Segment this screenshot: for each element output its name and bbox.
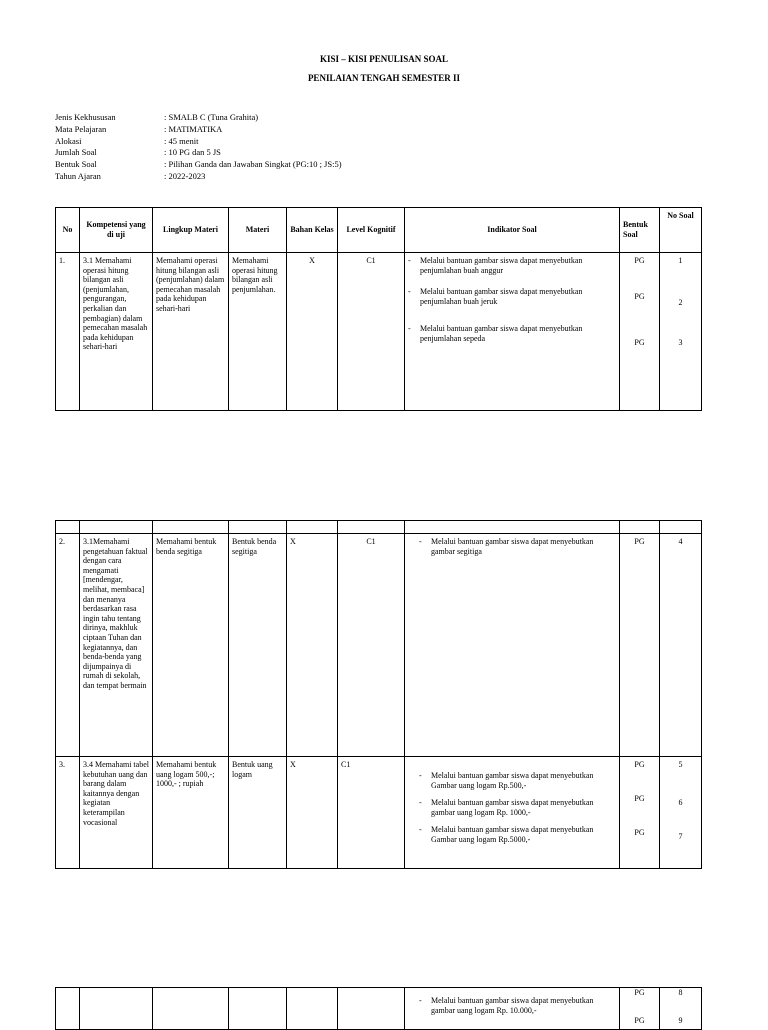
header-lingkup: Lingkup Materi — [153, 208, 229, 253]
row-no: 1. — [56, 253, 80, 411]
kisi-table-2 — [55, 520, 702, 869]
document-title: KISI – KISI PENULISAN SOAL — [319, 54, 449, 64]
header-bentuk: Bentuk Soal — [620, 208, 660, 253]
info-row-jumlah — [55, 147, 342, 159]
row-kompetensi: 3.1Memahami pengetahuan faktual dengan cara mengamati [mendengar, melihat, membaca] dan menanya berdasarkan rasa ingin tahu tentang dirinya, makhluk ciptaan Tuhan dan kegiatannya, dan benda-benda yang dijumpainya di rumah di sekolah, dan tempat bermain — [80, 534, 153, 757]
row-no: 3. — [56, 757, 80, 869]
info-label: Jumlah Soal — [55, 147, 97, 158]
info-value: : 45 menit — [164, 135, 199, 146]
table-row — [56, 988, 702, 1030]
info-label: Mata Pelajaran — [55, 123, 107, 134]
info-block — [55, 112, 342, 183]
header-level: Level Kognitif — [338, 208, 405, 253]
info-row-mapel — [55, 124, 342, 136]
header-bahan: Bahan Kelas — [287, 208, 338, 253]
row-kompetensi: 3.1 Memahami operasi hitung bilangan asli (penjumlahan, pengurangan, perkalian dan pembagian) dalam pemecahan masalah pada kehidupan sehari-hari — [80, 253, 153, 411]
info-row-tahun — [55, 171, 342, 183]
header-indikator: Indikator Soal — [405, 208, 620, 253]
document-subtitle: PENILAIAN TENGAH SEMESTER II — [307, 73, 461, 83]
info-label: Alokasi — [55, 135, 82, 146]
header-materi: Materi — [229, 208, 287, 253]
indicator-item: - Melalui bantuan gambar siswa dapat menyebutkan penjumlahan sepeda — [408, 324, 583, 343]
row-no-soal: 4 — [660, 534, 702, 757]
table-row — [56, 534, 702, 757]
indicator-item: - Melalui bantuan gambar siswa dapat menyebutkan gambar uang logam Rp. 10.000,- — [419, 996, 594, 1015]
info-label: Bentuk Soal — [55, 159, 97, 170]
row-bahan: X — [287, 253, 338, 411]
row-kompetensi: 3.4 Memahami tabel kebutuhan uang dan barang dalam kaitannya dengan kegiatan keterampilan vocasional — [80, 757, 153, 869]
row-materi: Memahami operasi hitung bilangan asli penjumlahan. — [229, 253, 287, 411]
info-value: : MATIMATIKA — [164, 123, 223, 134]
row-level: C1 — [338, 757, 405, 869]
kisi-table-3 — [55, 987, 702, 1030]
header-no: No — [56, 208, 80, 253]
row-level: C1 — [338, 253, 405, 411]
header-kompetensi: Kompetensi yang di uji — [80, 208, 153, 253]
row-bahan: X — [287, 534, 338, 757]
row-materi: Bentuk uang logam — [229, 757, 287, 869]
row-no-soal: 1 2 3 — [660, 253, 702, 411]
header-no-soal: No Soal — [660, 208, 702, 253]
row-no-soal: 5 6 7 — [660, 757, 702, 869]
row-no-soal: 8 9 — [660, 988, 702, 1030]
indicator-item: - Melalui bantuan gambar siswa dapat menyebutkan penjumlahan buah anggur — [408, 256, 583, 275]
info-value: : 2022-2023 — [164, 170, 206, 181]
indicator-item: - Melalui bantuan gambar siswa dapat menyebutkan gambar segitiga — [419, 537, 594, 556]
row-materi: Bentuk benda segitiga — [229, 534, 287, 757]
row-indikator — [405, 253, 620, 411]
info-row-bentuk — [55, 159, 342, 171]
row-bentuk: PG PG PG — [620, 253, 660, 411]
row-lingkup: Memahami bentuk benda segitiga — [153, 534, 229, 757]
table-header-row-empty — [56, 521, 702, 534]
row-indikator — [405, 757, 620, 869]
indicator-item: - Melalui bantuan gambar siswa dapat menyebutkan penjumlahan buah jeruk — [408, 287, 583, 306]
row-bentuk: PG — [620, 534, 660, 757]
info-label: Jenis Kekhususan — [55, 112, 116, 122]
row-indikator — [405, 534, 620, 757]
row-bentuk: PG PG — [620, 988, 660, 1030]
row-level: C1 — [338, 534, 405, 757]
indicator-item: - Melalui bantuan gambar siswa dapat menyebutkan Gambar uang logam Rp.500,- — [419, 771, 594, 790]
info-value: : 10 PG dan 5 JS — [164, 147, 221, 158]
row-bahan: X — [287, 757, 338, 869]
row-lingkup: Memahami operasi hitung bilangan asli (penjumlahan) dalam pemecahan masalah pada kehidupan sehari-hari — [153, 253, 229, 411]
table-row — [56, 253, 702, 411]
table-header-row — [56, 208, 702, 253]
info-row-alokasi — [55, 136, 342, 148]
row-bentuk: PG PG PG — [620, 757, 660, 869]
info-value: : SMALB C (Tuna Grahita) — [164, 112, 259, 122]
kisi-table-1 — [55, 207, 702, 411]
indicator-item: - Melalui bantuan gambar siswa dapat menyebutkan Gambar uang logam Rp.5000,- — [419, 825, 594, 844]
row-no: 2. — [56, 534, 80, 757]
info-row-jenis — [55, 112, 342, 124]
info-value: : Pilihan Ganda dan Jawaban Singkat (PG:10 ; JS:5) — [164, 159, 342, 170]
table-row — [56, 757, 702, 869]
row-indikator — [405, 988, 620, 1030]
indicator-item: - Melalui bantuan gambar siswa dapat menyebutkan gambar uang logam Rp. 1000,- — [419, 798, 594, 817]
info-label: Tahun Ajaran — [55, 170, 101, 181]
row-lingkup: Memahami bentuk uang logam 500,-; 1000,- ; rupiah — [153, 757, 229, 869]
